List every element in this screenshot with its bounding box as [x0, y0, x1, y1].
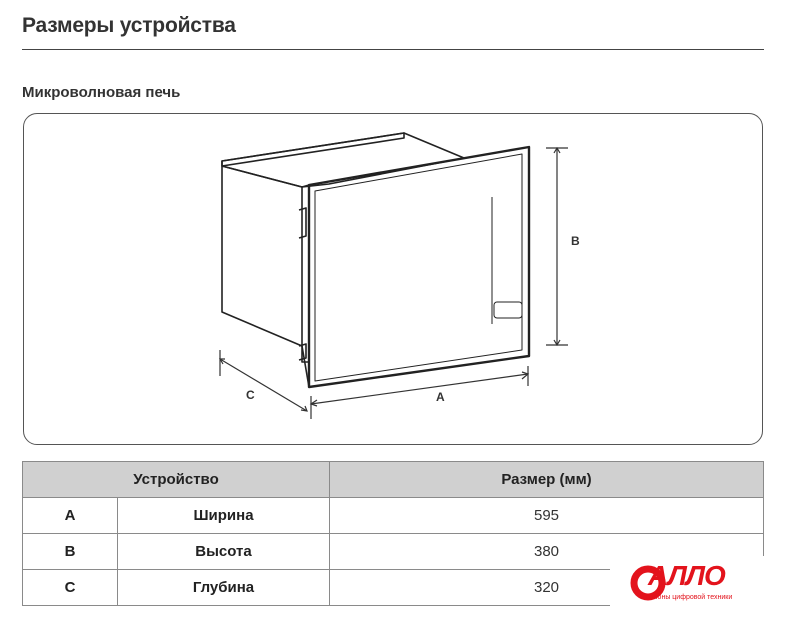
title-divider	[22, 49, 764, 50]
dimension-lines	[220, 148, 568, 419]
microwave-body	[222, 133, 529, 387]
row-value: 380	[330, 534, 764, 570]
allo-logo	[610, 556, 770, 617]
table-header-row	[23, 462, 764, 498]
dimension-label-a: A	[436, 390, 445, 404]
row-letter: B	[23, 534, 118, 570]
dimension-label-b: B	[571, 234, 580, 248]
row-letter: A	[23, 498, 118, 534]
table-row	[23, 498, 764, 534]
dimension-label-c: C	[246, 388, 255, 402]
header-device: Устройство	[23, 462, 330, 498]
section-title: Микроволновая печь	[22, 84, 181, 101]
row-value: 595	[330, 498, 764, 534]
header-size: Размер (мм)	[330, 462, 764, 498]
row-value: 320	[330, 570, 764, 606]
row-name: Высота	[118, 534, 330, 570]
logo-brand-text: АЛЛО	[648, 560, 725, 591]
dimension-diagram	[23, 113, 763, 445]
row-name: Глубина	[118, 570, 330, 606]
row-name: Ширина	[118, 498, 330, 534]
logo-subtitle: салоны цифровой техники	[646, 594, 733, 601]
microwave-drawing	[24, 114, 764, 446]
row-letter: C	[23, 570, 118, 606]
page-title: Размеры устройства	[22, 14, 236, 37]
